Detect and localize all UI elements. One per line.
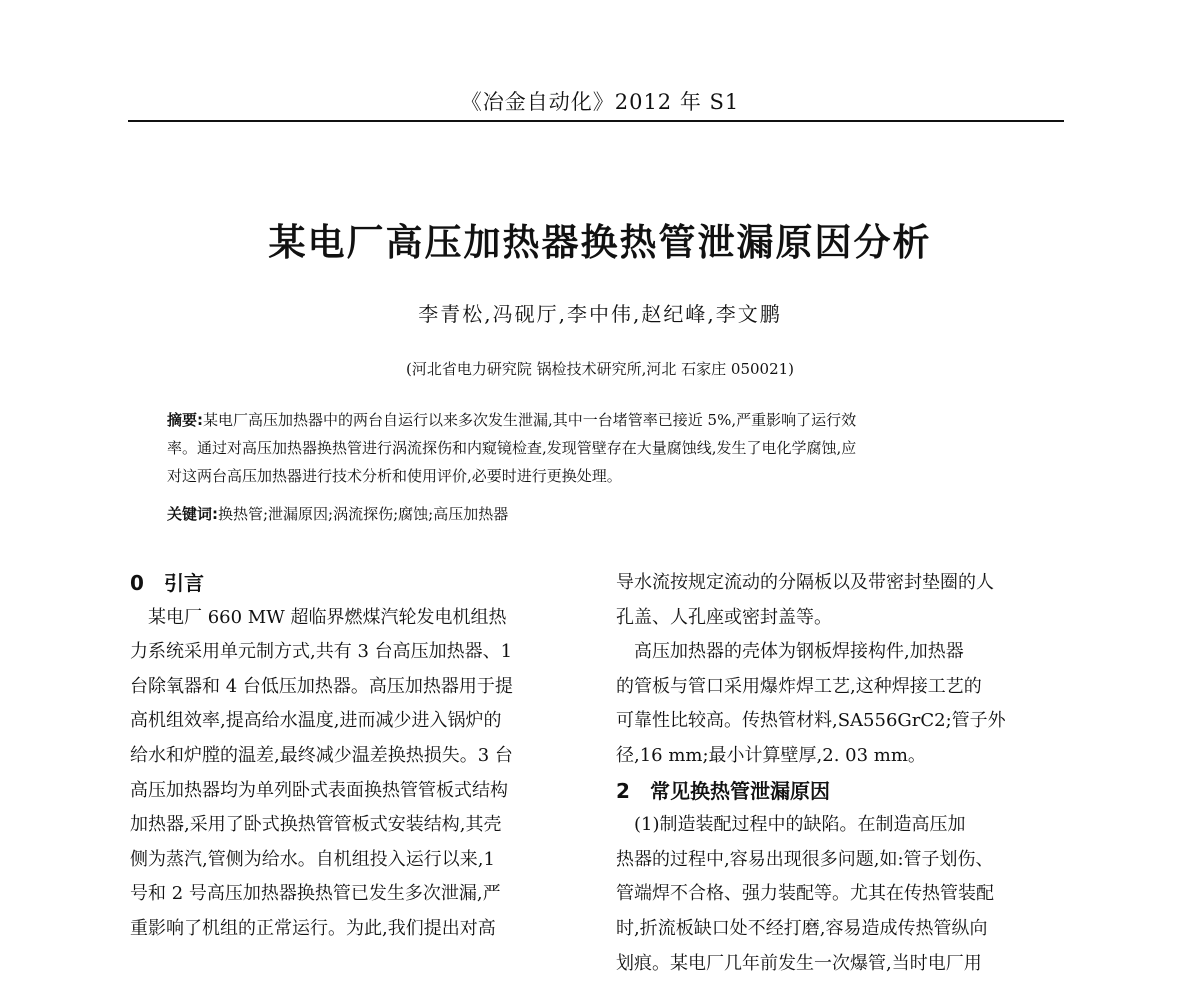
abstract-label: 摘要: — [167, 411, 203, 429]
body-line: 侧为蒸汽,管侧为给水。自机组投入运行以来,1 — [130, 848, 495, 870]
section-heading-leak-causes — [616, 774, 1066, 809]
body-line: 管端焊不合格、强力装配等。尤其在传热管装配 — [616, 883, 994, 905]
body-line: 时,折流板缺口处不经打磨,容易造成传热管纵向 — [616, 917, 988, 939]
section-number: 2 — [616, 778, 630, 803]
right-column — [616, 566, 1066, 981]
body-line: 号和 2 号高压加热器换热管已发生多次泄漏,严 — [130, 883, 501, 905]
abstract — [167, 406, 1037, 490]
abstract-text: 某电厂高压加热器中的两台自运行以来多次发生泄漏,其中一台堵管率已接近 5%,严重影响了运行效 — [203, 411, 857, 429]
section-number: 0 — [130, 571, 144, 595]
abstract-line: 率。通过对高压加热器换热管进行涡流探伤和内窥镜检查,发现管壁存在大量腐蚀线,发生了电化学腐蚀,应 — [167, 439, 857, 457]
left-column — [130, 566, 580, 947]
keywords-text: 换热管;泄漏原因;涡流探伤;腐蚀;高压加热器 — [218, 505, 509, 523]
body-line: 加热器,采用了卧式换热管管板式安装结构,其壳 — [130, 814, 502, 836]
body-line: 划痕。某电厂几年前发生一次爆管,当时电厂用 — [616, 952, 982, 974]
article-authors: 李青松,冯砚厅,李中伟,赵纪峰,李文鹏 — [418, 302, 782, 326]
header-rule — [128, 120, 1064, 122]
body-line: 重影响了机组的正常运行。为此,我们提出对高 — [130, 917, 496, 939]
body-line: 热器的过程中,容易出现很多问题,如:管子划伤、 — [616, 848, 994, 870]
body-line: 给水和炉膛的温差,最终减少温差换热损失。3 台 — [130, 744, 513, 766]
abstract-line — [167, 406, 1037, 434]
body-line: (1)制造装配过程中的缺陷。在制造高压加 — [616, 814, 966, 836]
body-line: 导水流按规定流动的分隔板以及带密封垫圈的人 — [616, 572, 994, 593]
body-line: 的管板与管口采用爆炸焊工艺,这种焊接工艺的 — [616, 675, 982, 697]
body-line: 高压加热器的壳体为钢板焊接构件,加热器 — [616, 641, 964, 663]
body-line: 高机组效率,提高给水温度,进而减少进入锅炉的 — [130, 710, 502, 732]
body-line: 高压加热器均为单列卧式表面换热管管板式结构 — [130, 779, 508, 801]
body-line: 台除氧器和 4 台低压加热器。高压加热器用于提 — [130, 675, 513, 697]
body-line: 径,16 mm;最小计算壁厚,2. 03 mm。 — [616, 744, 926, 766]
body-line: 力系统采用单元制方式,共有 3 台高压加热器、1 — [130, 641, 513, 663]
keywords-label: 关键词: — [167, 505, 218, 523]
article-affiliation: (河北省电力研究院 锅检技术研究所,河北 石家庄 050021) — [405, 360, 795, 378]
section-title: 常见换热管泄漏原因 — [650, 778, 830, 803]
abstract-line: 对这两台高压加热器进行技术分析和使用评价,必要时进行更换处理。 — [167, 467, 622, 485]
running-header: 《冶金自动化》2012 年 S1 — [460, 90, 740, 114]
body-line: 某电厂 660 MW 超临界燃煤汽轮发电机组热 — [130, 606, 507, 628]
body-line: 可靠性比较高。传热管材料,SA556GrC2;管子外 — [616, 710, 1006, 732]
section-heading-introduction — [130, 566, 580, 601]
article-title: 某电厂高压加热器换热管泄漏原因分析 — [268, 221, 932, 264]
section-title: 引言 — [164, 571, 204, 595]
keywords — [167, 500, 1037, 528]
body-line: 孔盖、人孔座或密封盖等。 — [616, 606, 832, 628]
